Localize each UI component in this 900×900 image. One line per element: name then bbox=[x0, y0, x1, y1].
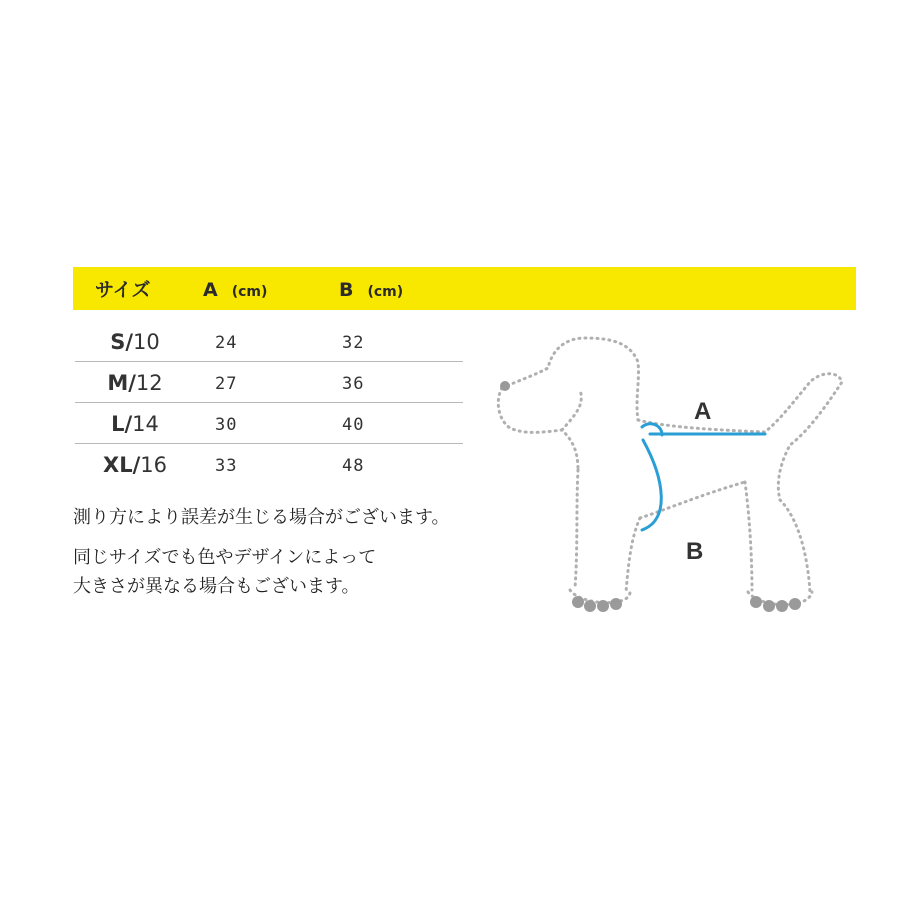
size-row bbox=[75, 403, 463, 444]
size-label: M/12 bbox=[107, 371, 163, 395]
size-table-header-band bbox=[73, 267, 856, 310]
size-row bbox=[75, 444, 463, 484]
header-a: A (cm) bbox=[203, 279, 268, 301]
note-design-variance-1: 同じサイズでも色やデザインによって bbox=[73, 547, 377, 568]
header-b-unit: (cm) bbox=[367, 284, 404, 300]
value-a: 33 bbox=[215, 456, 238, 476]
note-design-variance-2: 大きさが異なる場合もございます。 bbox=[73, 576, 360, 597]
value-a: 24 bbox=[215, 333, 238, 353]
size-label: S/10 bbox=[110, 330, 160, 354]
note-measurement-error: 測り方により誤差が生じる場合がございます。 bbox=[73, 507, 450, 528]
value-b: 36 bbox=[342, 374, 365, 394]
size-row bbox=[75, 321, 463, 362]
value-b: 40 bbox=[342, 415, 365, 435]
size-label: XL/16 bbox=[103, 453, 167, 477]
dog-outline-illustration bbox=[490, 320, 860, 630]
size-row bbox=[75, 362, 463, 403]
measurement-label-b: B bbox=[686, 538, 704, 565]
header-a-unit: (cm) bbox=[231, 284, 268, 300]
measurement-label-a: A bbox=[694, 398, 712, 425]
value-a: 27 bbox=[215, 374, 238, 394]
header-b: B (cm) bbox=[339, 279, 404, 301]
value-a: 30 bbox=[215, 415, 238, 435]
size-label: L/14 bbox=[111, 412, 159, 436]
value-b: 48 bbox=[342, 456, 365, 476]
value-b: 32 bbox=[342, 333, 365, 353]
header-size: サイズ bbox=[95, 279, 151, 301]
dog-measurement-diagram bbox=[490, 320, 860, 630]
